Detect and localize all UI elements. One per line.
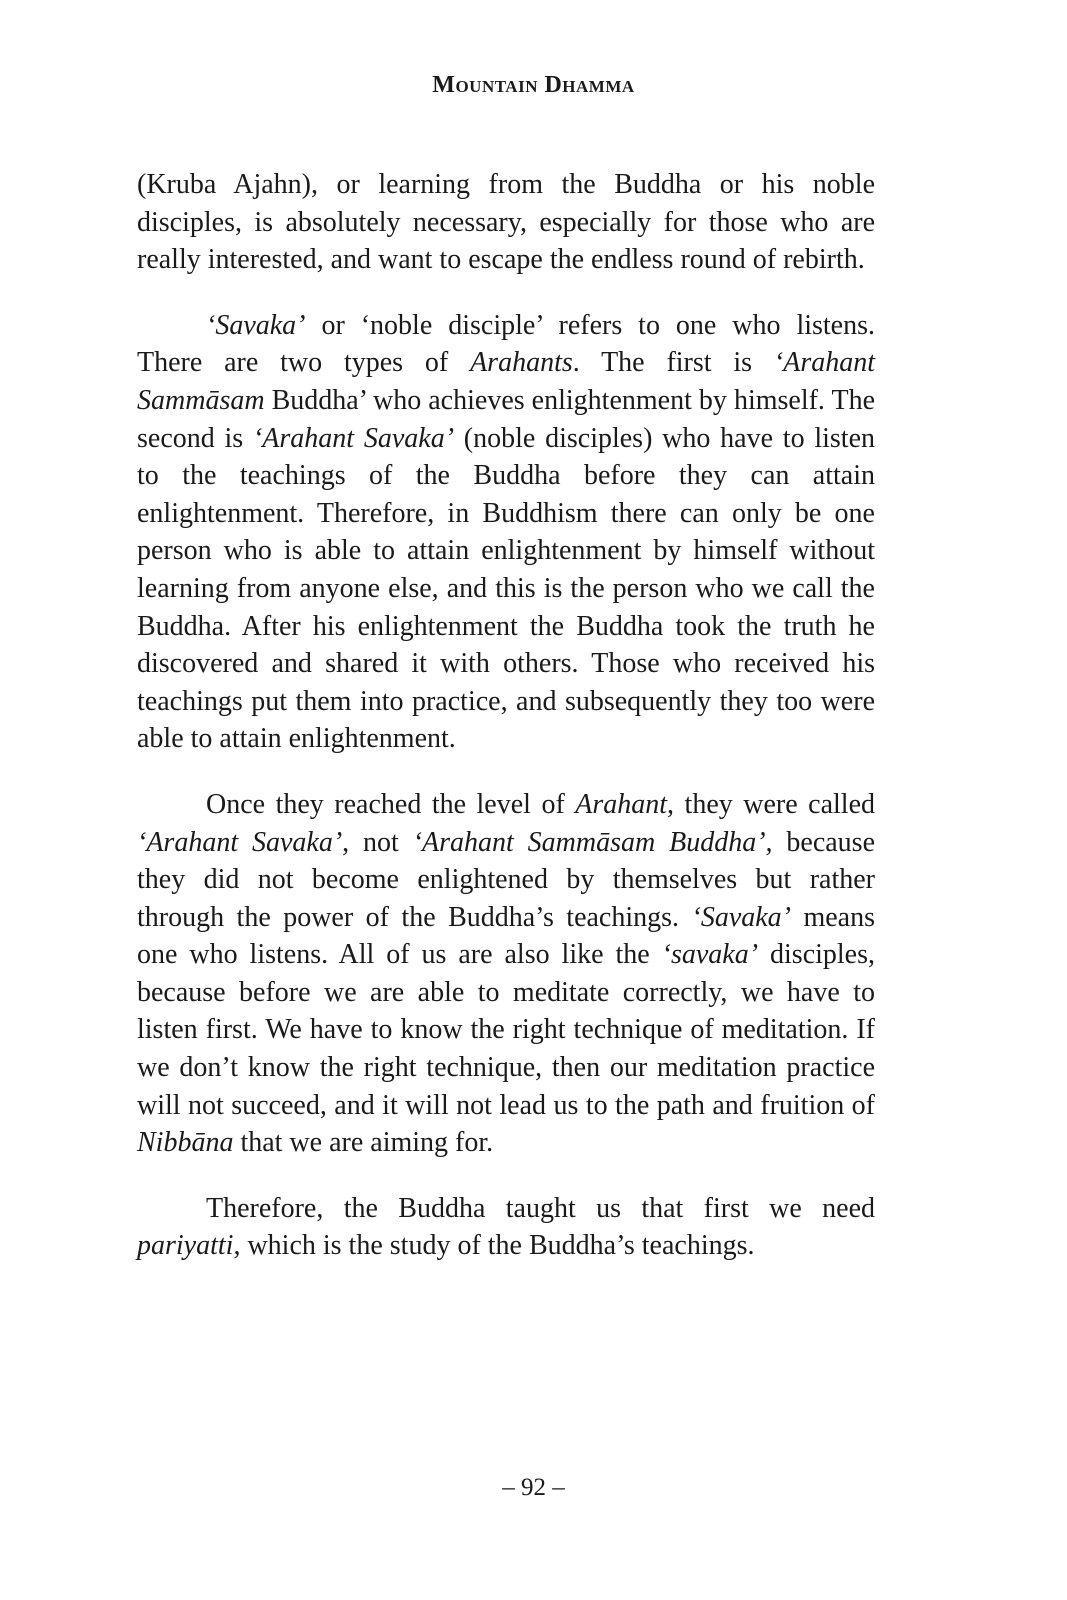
text-run: . The first is [572, 347, 774, 379]
italic-term: Arahants [470, 347, 573, 379]
text-run: or ‘noble disciple’ refers to one who listens. There are two types of [137, 309, 875, 379]
body-text [137, 166, 875, 1265]
italic-term: ‘Savaka’ [206, 309, 306, 341]
italic-term: Nibbāna [137, 1127, 234, 1159]
paragraph [137, 786, 875, 1162]
text-run: , which is the study of the Buddha’s teachings. [233, 1230, 755, 1262]
italic-term: ‘Savaka’ [691, 901, 792, 933]
paragraph [137, 307, 875, 758]
running-head-title: Mountain Dhamma [432, 72, 635, 98]
text-run: that we are aiming for. [233, 1127, 494, 1159]
italic-term: ‘savaka’ [661, 939, 759, 971]
text-run: (Kruba Ajahn), or learning from the Buddha or his noble disciples, is absolutely necessary, especially for those who are really interested, and want to escape the endless round of rebirth. [137, 169, 875, 276]
italic-term: ‘Arahant Savaka’ [137, 826, 343, 858]
text-run: , they were called [667, 788, 875, 820]
text-run: , not [342, 826, 413, 858]
italic-term: ‘Arahant Savaka’ [252, 422, 455, 454]
text-run: Buddha’ who achieves enlightenment by himself. The second is [137, 384, 875, 454]
italic-term: Arahant [575, 788, 668, 820]
text-run: because they did not become enlightened by themselves but rather through the power of the Buddha’s teachings. [137, 826, 876, 933]
text-run: disciples, because before we are able to meditate correctly, we have to listen first. We have to know the right technique of meditation. If we don’t know the right technique, then our meditation practice will not succeed, and it will not lead us to the path and fruition of [137, 939, 875, 1121]
text-run: Once they reached the level of [206, 788, 576, 820]
page-number: – 92 – [502, 1474, 565, 1501]
paragraph [137, 166, 875, 279]
text-run: Therefore, the Buddha taught us that first we need [206, 1192, 875, 1224]
text-run: means one who listens. All of us are also like the [137, 901, 875, 971]
italic-term: pariyatti [137, 1230, 234, 1262]
paragraph [137, 1190, 875, 1265]
italic-term: ‘Arahant Sammāsam [137, 347, 875, 416]
italic-term: ‘Arahant Sammāsam Buddha’, [412, 826, 773, 858]
text-run: (noble disciples) who have to listen to the teachings of the Buddha before they can attain enlightenment. Therefore, in Buddhism there can only be one person who is able to attain enlightenment by himself without learning from anyone else, and this is the person who we call the Buddha. After his enlightenment the Buddha took the truth he discovered and shared it with others. Those who received his teachings put them into practice, and subsequently they too were able to attain enlightenment. [137, 422, 875, 755]
